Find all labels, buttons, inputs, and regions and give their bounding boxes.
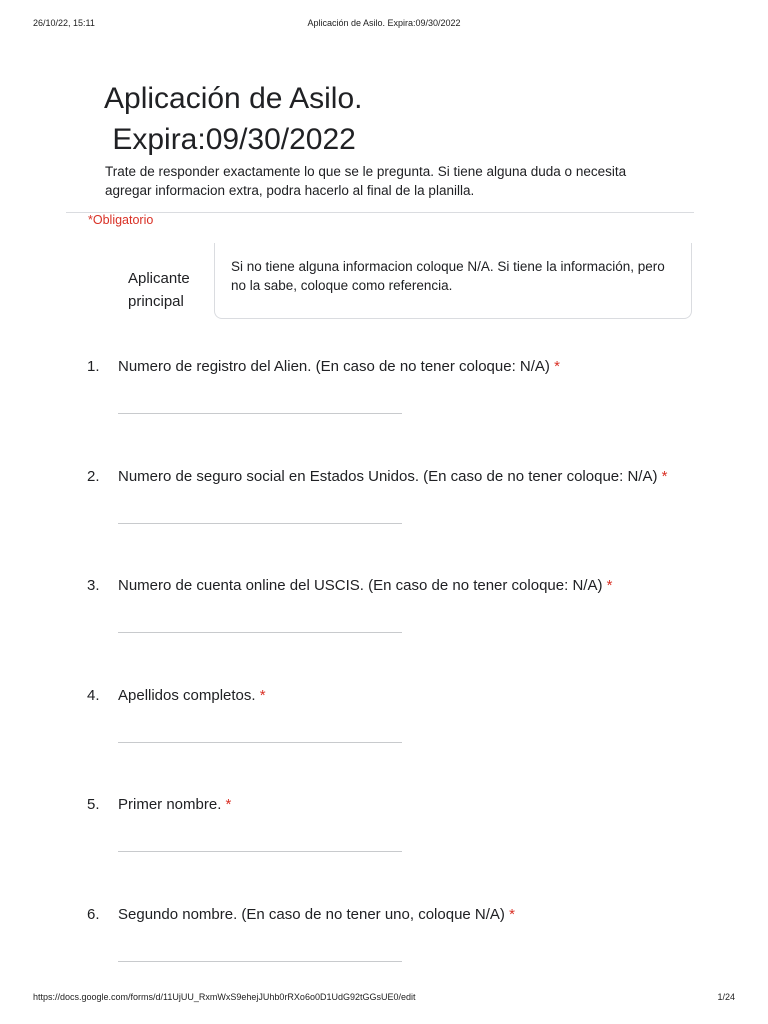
question-3 [0, 576, 768, 646]
question-2 [0, 467, 768, 537]
question-4 [0, 686, 768, 756]
print-header [33, 18, 735, 32]
required-asterisk: * [606, 577, 613, 594]
question-text: Numero de registro del Alien. (En caso de no tener coloque: N/A) * [118, 358, 560, 375]
print-footer [33, 992, 735, 1006]
form-title-line2: Expira:09/30/2022 [104, 123, 356, 156]
form-title-line1: Aplicación de Asilo. [104, 82, 363, 115]
section-label: Aplicante principal [128, 270, 190, 310]
answer-input-uscis-account[interactable] [118, 612, 402, 633]
answer-input-alien-number[interactable] [118, 393, 402, 414]
required-note: *Obligatorio [88, 213, 154, 227]
required-asterisk: * [259, 687, 266, 704]
answer-input-middle-name[interactable] [118, 941, 402, 962]
question-text: Numero de seguro social en Estados Unidos. (En caso de no tener coloque: N/A) * [118, 468, 668, 485]
question-number: 4. [87, 687, 100, 704]
question-number: 2. [87, 468, 100, 485]
print-datetime: 26/10/22, 15:11 [33, 18, 95, 28]
question-number: 5. [87, 796, 100, 813]
header-divider [66, 212, 694, 213]
question-text: Segundo nombre. (En caso de no tener uno, coloque N/A) * [118, 906, 515, 923]
question-text: Apellidos completos. * [118, 687, 266, 704]
question-number: 1. [87, 358, 100, 375]
question-6 [0, 905, 768, 975]
question-text: Primer nombre. * [118, 796, 232, 813]
required-asterisk: * [509, 906, 515, 923]
form-title [104, 78, 644, 160]
form-description: Trate de responder exactamente lo que se le pregunta. Si tiene alguna duda o necesita agregar informacion extra, podra hacerlo al final de la planilla. [105, 164, 627, 198]
answer-input-last-names[interactable] [118, 722, 402, 743]
question-number: 3. [87, 577, 100, 594]
answer-input-first-name[interactable] [118, 831, 402, 852]
section-info-box: Si no tiene alguna informacion coloque N/A. Si tiene la información, pero no la sabe, coloque como referencia. [214, 243, 692, 319]
print-url: https://docs.google.com/forms/d/11UjUU_RxmWxS9ehejJUhb0rRXo6o0D1UdG92tGGsUE0/edit [33, 992, 416, 1002]
print-page-title: Aplicación de Asilo. Expira:09/30/2022 [307, 18, 461, 28]
required-asterisk: * [225, 796, 232, 813]
required-asterisk: * [554, 358, 560, 375]
question-number: 6. [87, 906, 100, 923]
question-1 [0, 357, 768, 427]
answer-input-ssn[interactable] [118, 503, 402, 524]
question-5 [0, 795, 768, 865]
question-text: Numero de cuenta online del USCIS. (En caso de no tener coloque: N/A) * [118, 577, 613, 594]
required-asterisk: * [661, 468, 668, 485]
page-indicator: 1/24 [717, 992, 735, 1002]
